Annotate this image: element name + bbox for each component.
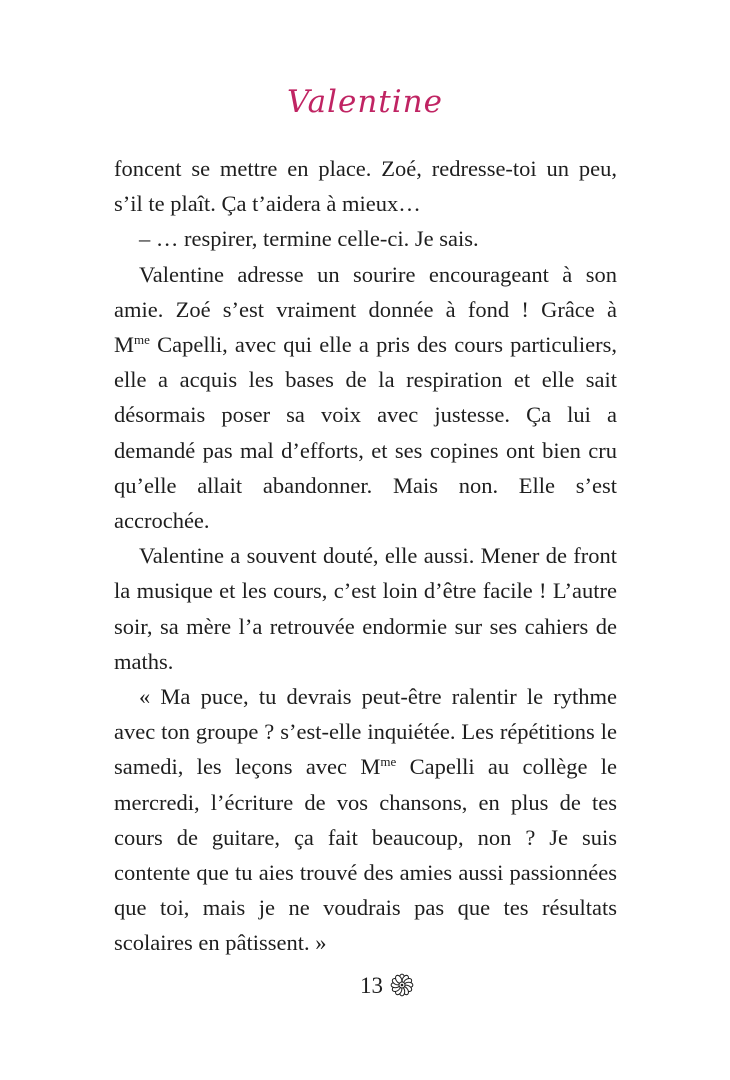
text-block bbox=[114, 151, 617, 961]
paragraph: Valentine a souvent douté, elle aussi. Mener de front la musique et les cours, c’est loin d’être facile ! L’autre soir, sa mère l’a retrouvée endormie sur ses cahiers de maths. bbox=[114, 543, 617, 674]
page-footer bbox=[22, 973, 730, 997]
page-number: 13 bbox=[360, 972, 383, 998]
flower-icon bbox=[390, 973, 414, 997]
paragraph: foncent se mettre en place. Zoé, redresse-toi un peu, s’il te plaît. Ça t’aidera à mieux… bbox=[114, 156, 617, 217]
superscript-abbreviation: me bbox=[380, 754, 397, 770]
paragraph: Valentine adresse un sourire encourageant à son amie. Zoé s’est vraiment donnée à fond ! Grâce à $M^{me}$ Capelli, avec qui elle a pris des cours particuliers, elle a acquis les bases de la respiration et elle sait désormais poser sa voix avec justesse. Ça lui a demandé pas mal d’efforts, et ses copines ont bien cru qu’elle allait abandonner. Mais non. Elle s’est accrochée. bbox=[114, 261, 617, 534]
chapter-title: Valentine bbox=[287, 84, 443, 120]
paragraph: – … respirer, termine celle-ci. Je sais. bbox=[139, 226, 479, 252]
paragraph: « Ma puce, tu devrais peut-être ralentir le rythme avec ton groupe ? s’est-elle inquiétée. Les répétitions le samedi, les leçons avec $M^{me}$ Capelli au collège le mercredi, l’écriture de vos chansons, en plus de tes cours de guitare, ça fait beaucoup, non ? Je suis contente que tu aies trouvé des amies aussi passionnées que toi, mais je ne voudrais pas que tes résultats scolaires en pâtissent. » bbox=[114, 684, 618, 956]
superscript-abbreviation: me bbox=[134, 332, 150, 348]
